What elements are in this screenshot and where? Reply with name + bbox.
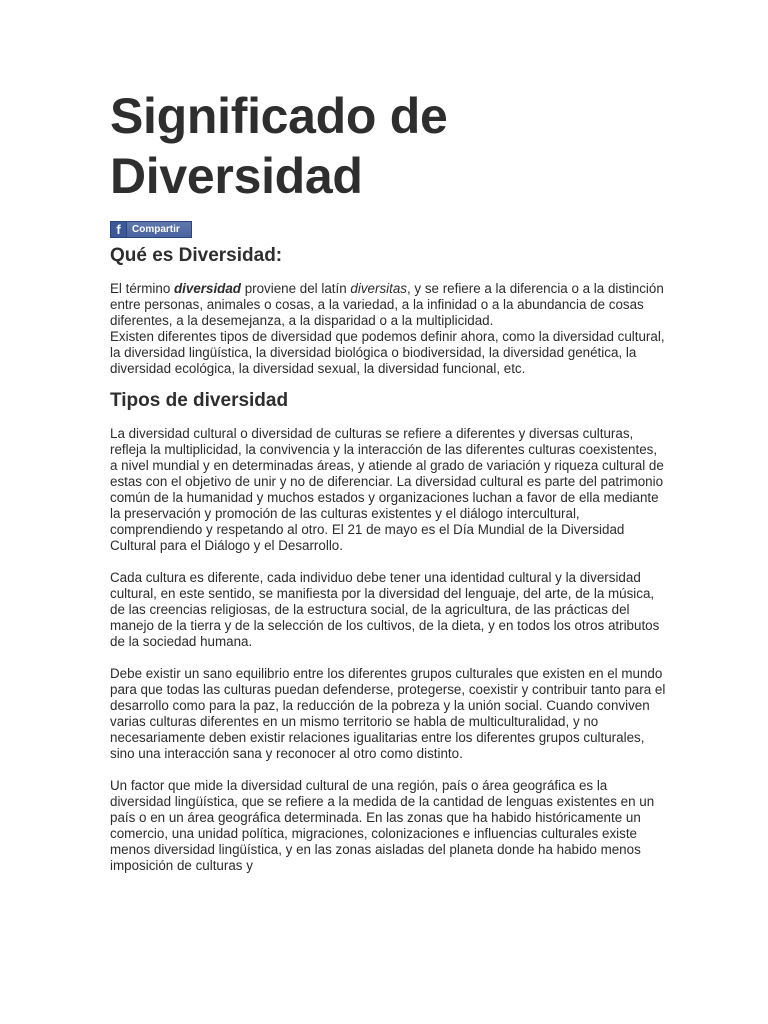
page-title: Significado de Diversidad	[110, 88, 448, 204]
section-heading-que-es: Qué es Diversidad:	[110, 245, 283, 266]
intro-suffix: , y se refiere a la diferencia o a la distinción entre personas, animales o cosas, a la variedad, a la infinidad o a la abundancia de cosas diferentes, a la desemejanza, a la disparidad o a la multiplicidad.	[110, 281, 664, 328]
intro-term: diversidad	[174, 281, 241, 296]
types-paragraph: Existen diferentes tipos de diversidad que podemos definir ahora, como la diversidad cultural, la diversidad lingüística, la diversidad biológica o biodiversidad, la diversidad genética, la diversidad ecológica, la diversidad sexual, la diversidad funcional, etc.	[110, 329, 665, 376]
intro-middle: proviene del latín	[240, 281, 351, 296]
section-heading-tipos: Tipos de diversidad	[110, 390, 289, 411]
body-paragraph: Un factor que mide la diversidad cultural de una región, país o área geográfica es la diversidad lingüística, que se refiere a la medida de la cantidad de lenguas existentes en un país o en un área geográfica determinada. En las zonas que ha habido históricamente un comercio, una unidad política, migraciones, colonizaciones e influencias culturales existe menos diversidad lingüística, y en las zonas aisladas del planeta donde ha habido menos imposición de culturas y	[110, 778, 655, 873]
facebook-share-button[interactable]	[110, 221, 192, 238]
intro-latin: diversitas	[350, 281, 407, 296]
facebook-icon: f	[111, 222, 127, 237]
body-paragraph: Debe existir un sano equilibrio entre los diferentes grupos culturales que existen en el mundo para que todas las culturas puedan defenderse, protegerse, coexistir y contribuir tanto para el desarrollo como para la paz, la reducción de la pobreza y la unión social. Cuando conviven varias culturas diferentes en un mismo territorio se habla de multiculturalidad, y no necesariamente deben existir relaciones igualitarias entre los diferentes grupos culturales, sino una interacción sana y reconocer al otro como distinto.	[110, 666, 666, 761]
intro-prefix: El término	[110, 281, 174, 296]
body-paragraph: Cada cultura es diferente, cada individuo debe tener una identidad cultural y la diversidad cultural, en este sentido, se manifiesta por la diversidad del lenguaje, del arte, de la música, de las creencias religiosas, de la estructura social, de la agricultura, de las prácticas del manejo de la tierra y de la selección de los cultivos, de la dieta, y en todos los otros atributos de la sociedad humana.	[110, 570, 660, 649]
share-button-label: Compartir	[132, 224, 180, 235]
document-page	[110, 86, 666, 874]
intro-paragraph	[110, 281, 666, 329]
body-paragraph: La diversidad cultural o diversidad de culturas se refiere a diferentes y diversas culturas, refleja la multiplicidad, la convivencia y la interacción de las diferentes culturas coexistentes, a nivel mundial y en determinadas áreas, y atiende al grado de variación y riqueza cultural de estas con el objetivo de unir y no de diferenciar. La diversidad cultural es parte del patrimonio común de la humanidad y muchos estados y organizaciones luchan a favor de ella mediante la preservación y promoción de las culturas existentes y el diálogo intercultural, comprendiendo y respetando al otro. El 21 de mayo es el Día Mundial de la Diversidad Cultural para el Diálogo y el Desarrollo.	[110, 426, 664, 553]
